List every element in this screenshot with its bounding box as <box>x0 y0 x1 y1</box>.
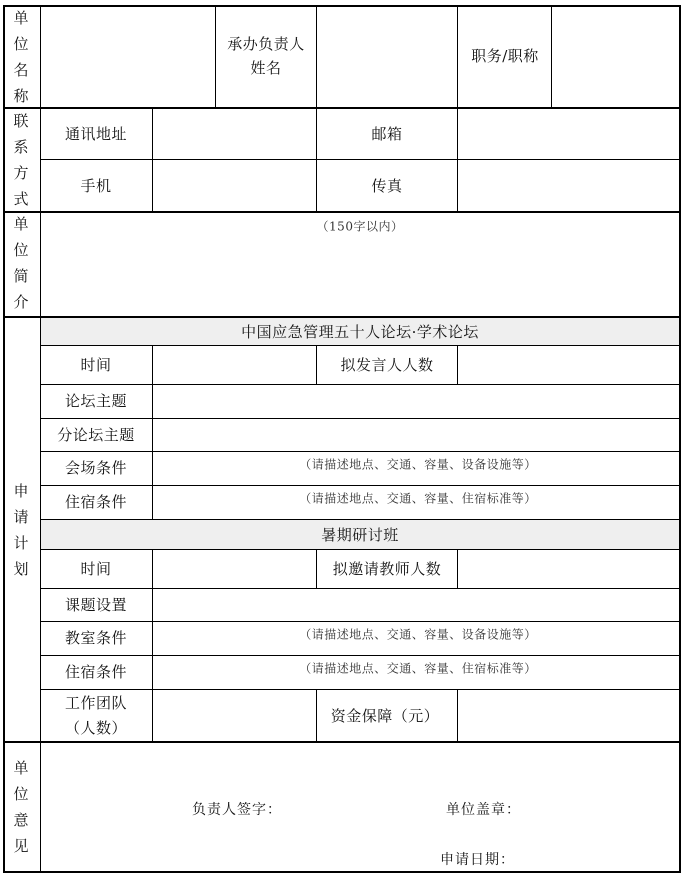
team-label-line1: 工作团队 <box>64 694 128 712</box>
unit-name-label: 单位名称 <box>13 9 29 105</box>
title-role-label: 职务/职称 <box>471 47 539 65</box>
seminar-lodging-hint: （请描述地点、交通、容量、住宿标准等） <box>299 661 537 676</box>
contact-label: 联系方式 <box>13 112 29 208</box>
col-divider <box>316 345 317 384</box>
row-divider <box>40 345 681 346</box>
plan-label: 申请计划 <box>13 482 29 578</box>
funds-field[interactable] <box>459 691 678 740</box>
team-field[interactable] <box>154 691 315 740</box>
table-border-left <box>3 5 5 873</box>
row-divider <box>40 689 681 690</box>
seminar-time-label: 时间 <box>80 560 112 578</box>
address-label: 通讯地址 <box>64 125 128 143</box>
forum-theme-field[interactable] <box>154 386 678 417</box>
col-divider <box>152 345 153 519</box>
signature-label: 负责人签字： <box>192 802 282 818</box>
email-field[interactable] <box>459 110 678 158</box>
seminar-time-field[interactable] <box>154 551 315 587</box>
opinion-area[interactable] <box>42 744 678 870</box>
team-label-line2: （人数） <box>64 719 128 737</box>
col-divider <box>457 5 458 108</box>
seminar-teachers-label: 拟邀请教师人数 <box>332 560 442 578</box>
seminar-course-field[interactable] <box>154 590 678 620</box>
seal-label: 单位盖章： <box>446 802 521 818</box>
forum-time-field[interactable] <box>154 347 315 383</box>
forum-venue-hint: （请描述地点、交通、容量、设备设施等） <box>299 457 537 472</box>
forum-venue-label: 会场条件 <box>64 459 128 477</box>
seminar-course-label: 课题设置 <box>64 596 128 614</box>
col-divider <box>457 345 458 384</box>
col-divider <box>215 5 216 108</box>
col-divider <box>457 549 458 588</box>
seminar-lodging-field[interactable] <box>154 657 678 688</box>
forum-lodging-label: 住宿条件 <box>64 493 128 511</box>
address-field[interactable] <box>154 110 315 158</box>
col-divider <box>316 549 317 588</box>
row-divider <box>40 451 681 452</box>
intro-hint: （150字以内） <box>316 219 404 234</box>
table-border-right <box>679 5 681 873</box>
email-label: 邮箱 <box>371 125 403 143</box>
contact-person-label-line1: 承办负责人 <box>227 35 305 53</box>
seminar-header: 暑期研讨班 <box>321 526 399 544</box>
mobile-field[interactable] <box>154 161 315 210</box>
forum-time-label: 时间 <box>80 356 112 374</box>
seminar-lodging-label: 住宿条件 <box>64 663 128 681</box>
seminar-classroom-label: 教室条件 <box>64 629 128 647</box>
forum-speakers-label: 拟发言人人数 <box>340 356 434 374</box>
row-divider <box>40 485 681 486</box>
seminar-classroom-field[interactable] <box>154 623 678 654</box>
forum-lodging-hint: （请描述地点、交通、容量、住宿标准等） <box>299 491 537 506</box>
col-divider <box>457 107 458 212</box>
intro-label: 单位简介 <box>13 215 29 311</box>
contact-person-field[interactable] <box>318 8 456 106</box>
table-border-bottom <box>3 871 681 873</box>
forum-subtheme-label: 分论坛主题 <box>57 426 135 444</box>
col-divider <box>316 689 317 741</box>
fax-label: 传真 <box>371 177 403 195</box>
unit-name-field[interactable] <box>42 8 214 106</box>
forum-speakers-field[interactable] <box>459 347 678 383</box>
row-divider <box>40 159 681 160</box>
forum-subtheme-field[interactable] <box>154 420 678 450</box>
col-divider <box>152 107 153 212</box>
forum-header: 中国应急管理五十人论坛·学术论坛 <box>241 323 479 341</box>
row-divider <box>3 107 681 109</box>
row-divider <box>40 588 681 589</box>
col-divider <box>457 689 458 741</box>
intro-textarea[interactable] <box>42 214 678 315</box>
col-divider <box>551 5 552 108</box>
opinion-label: 单位意见 <box>13 759 29 855</box>
col-divider <box>316 5 317 108</box>
mobile-label: 手机 <box>80 177 112 195</box>
col-divider <box>152 549 153 741</box>
title-role-field[interactable] <box>553 8 678 106</box>
row-divider <box>3 211 681 213</box>
row-divider <box>3 741 681 743</box>
seminar-teachers-field[interactable] <box>459 551 678 587</box>
forum-venue-field[interactable] <box>154 453 678 484</box>
row-divider <box>40 621 681 622</box>
label-column-divider <box>40 5 41 873</box>
row-divider <box>40 549 681 550</box>
seminar-classroom-hint: （请描述地点、交通、容量、设备设施等） <box>299 627 537 642</box>
forum-theme-label: 论坛主题 <box>64 392 128 410</box>
col-divider <box>316 107 317 212</box>
date-label: 申请日期： <box>440 852 515 868</box>
fax-field[interactable] <box>459 161 678 210</box>
row-divider <box>40 418 681 419</box>
forum-lodging-field[interactable] <box>154 487 678 518</box>
table-border-top <box>3 5 681 7</box>
funds-label: 资金保障（元） <box>330 707 440 725</box>
row-divider <box>40 655 681 656</box>
row-divider <box>40 384 681 385</box>
contact-person-label-line2: 姓名 <box>250 59 282 77</box>
